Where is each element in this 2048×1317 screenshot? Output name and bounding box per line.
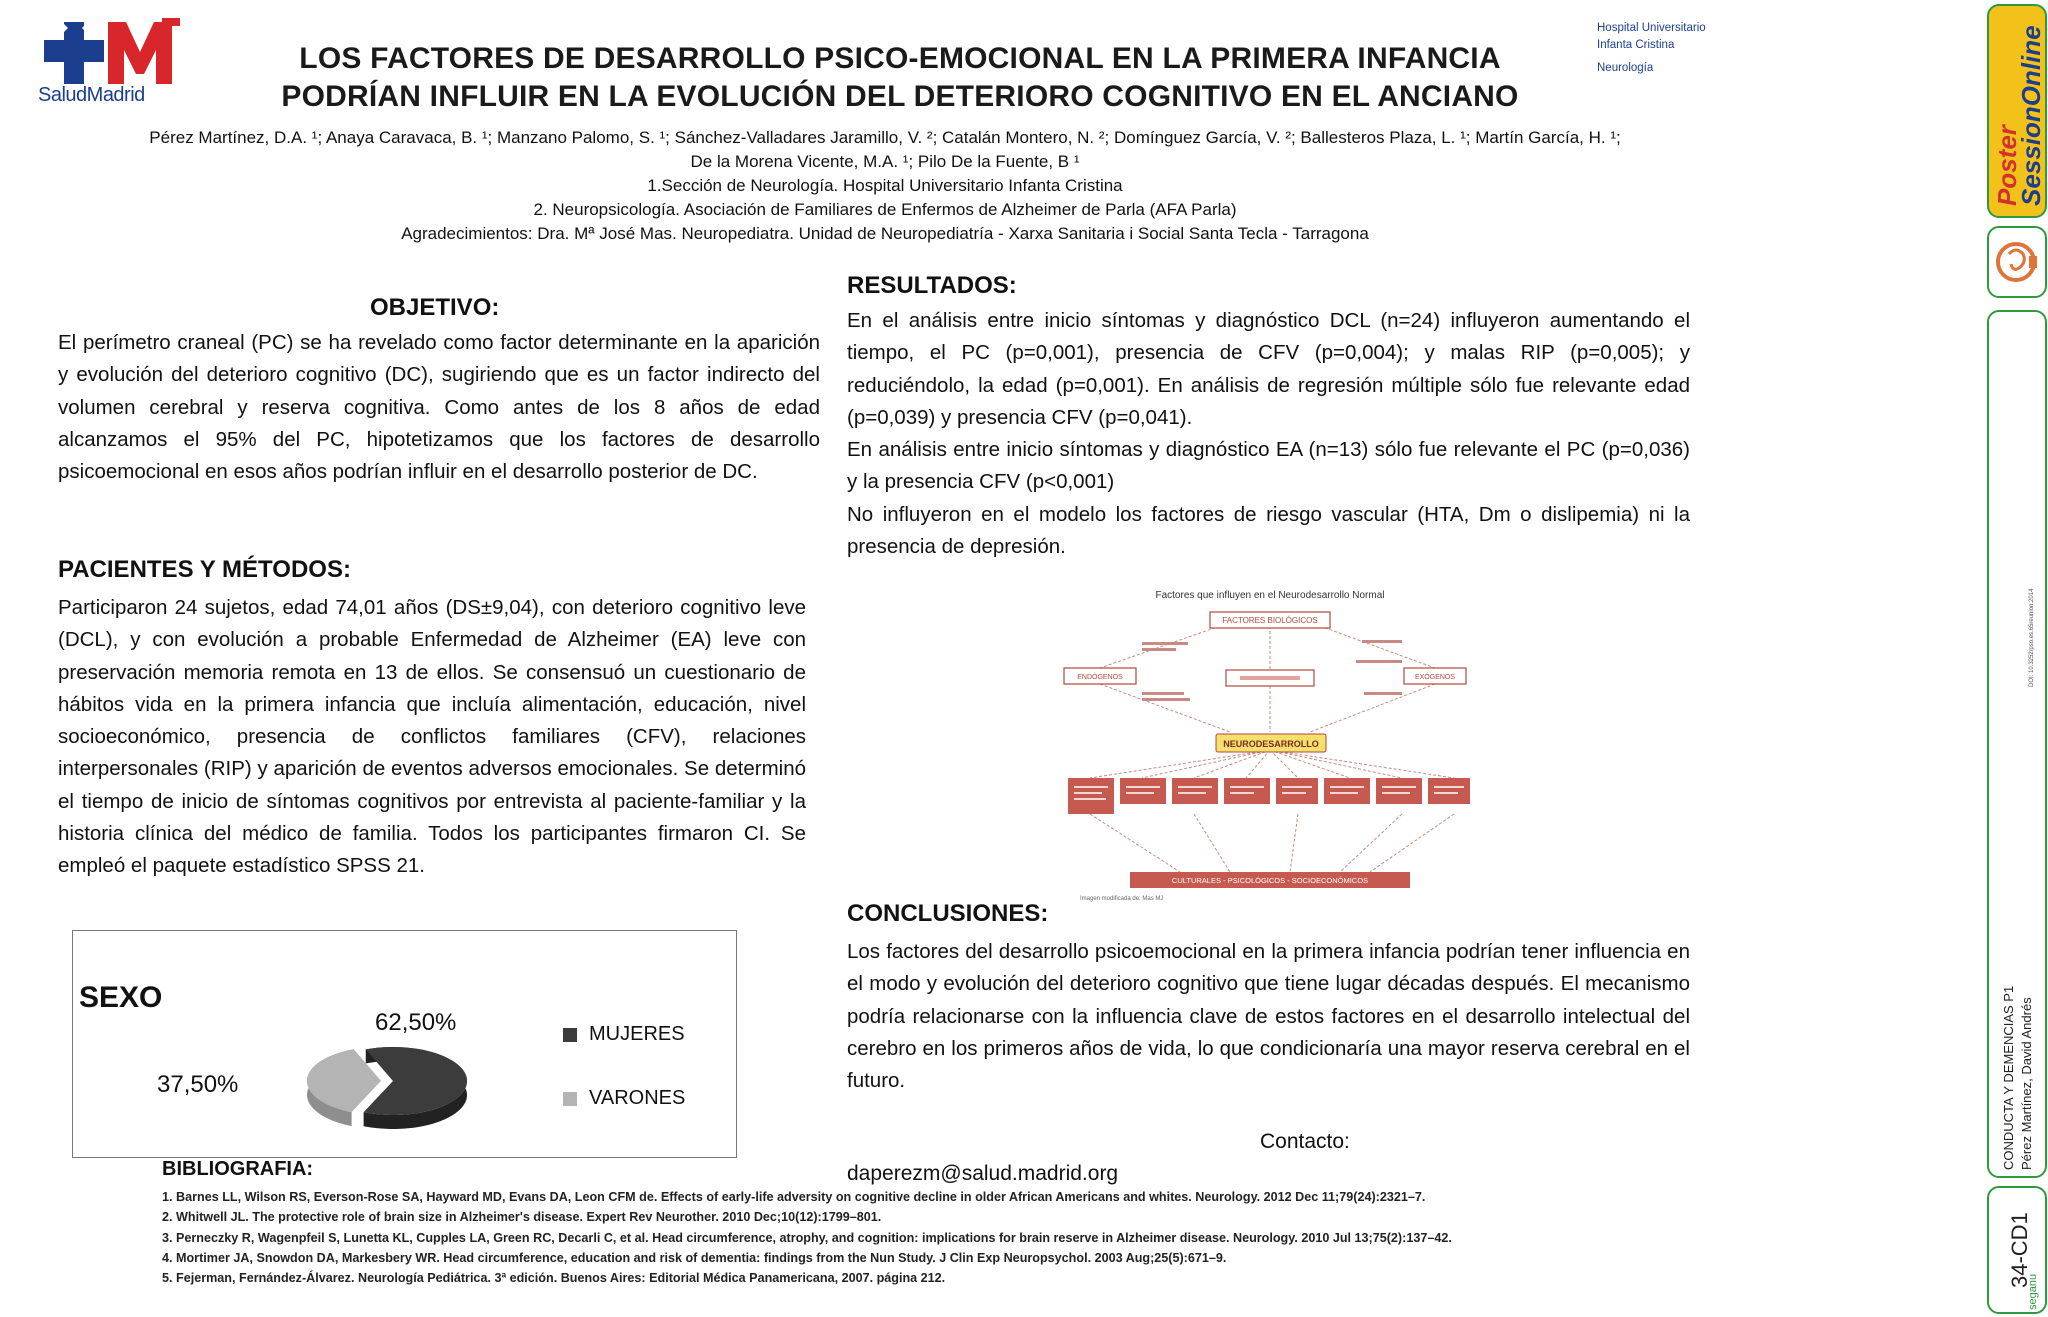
legend-label-varones: VARONES <box>589 1087 686 1109</box>
affiliation-1: 1.Sección de Neurología. Hospital Universitario Infanta Cristina <box>647 176 1123 195</box>
salud-madrid-logo <box>30 14 190 106</box>
metodos-heading: PACIENTES Y MÉTODOS: <box>58 556 351 583</box>
society-logo-icon <box>1989 228 2045 294</box>
resultados-text <box>847 305 1690 563</box>
resultados-paragraph-3: No influyeron en el modelo los factores de riesgo vascular (HTA, Dm o dislipemia) ni la presencia de depresión. <box>847 502 1690 559</box>
author-block <box>10 126 1760 246</box>
resultados-paragraph-1: En el análisis entre inicio síntomas y diagnóstico DCL (n=24) influyeron aumentando el tiempo, el PC (p=0,001), presencia de CFV (p=0,004); y malas RIP (p=0,005); y reduciéndolo, la edad (p=0,001). En análisis de regresión múltiple sólo fue relevante edad (p=0,039) y presencia CFV (p=0,041). <box>847 309 1690 429</box>
objetivo-heading: OBJETIVO: <box>370 294 500 321</box>
brand-word-2: SessionOnline <box>2016 25 2046 206</box>
diagram-text-culturales: CULTURALES - PSICOLÓGICOS - SOCIOECONÓMICOS <box>1171 876 1369 885</box>
bib-item: 3. Perneczky R, Wagenpfeil S, Lunetta KL, Cupples LA, Green RC, Decarli C, et al. Head circumference, atrophy, and cognition: implications for brain reserve in Alzheimer disease. Neurology. 2010 Jul 13;75(2):137–42. <box>162 1230 1452 1245</box>
legend-swatch-mujeres <box>563 1028 577 1042</box>
poster-title <box>190 40 1610 116</box>
doi-text: DOI: 10.3252/pso.es.65reunion.2014 <box>2029 588 2035 687</box>
authors-line-1: Pérez Martínez, D.A. ¹; Anaya Caravaca, B. ¹; Manzano Palomo, S. ¹; Sánchez-Valladares Jaramillo, V. ²; Catalán Montero, N. ²; Domínguez García, V. ²; Ballesteros Plaza, L. ¹; Martín García, H. ¹; <box>149 128 1621 147</box>
neurodesarrollo-diagram <box>1050 582 1490 910</box>
bib-item: 2. Whitwell JL. The protective role of brain size in Alzheimer's disease. Expert Rev Neurother. 2010 Dec;10(12):1799–801. <box>162 1210 882 1225</box>
contact-label: Contacto: <box>1260 1130 1350 1153</box>
resultados-paragraph-2: En análisis entre inicio síntomas y diagnóstico EA (n=13) sólo fue relevante el PC (p=0,036) y la presencia CFV (p<0,001) <box>847 438 1690 494</box>
brand-word-1: Poster <box>1992 125 2022 206</box>
legend-item-varones <box>563 1087 685 1110</box>
bibliografia-heading: BIBLIOGRAFIA: <box>162 1158 314 1180</box>
acknowledgements: Agradecimientos: Dra. Mª José Mas. Neuropediatra. Unidad de Neuropediatría - Xarxa Sanitaria i Social Santa Tecla - Tarragona <box>401 224 1369 243</box>
bib-item: 1. Barnes LL, Wilson RS, Everson-Rose SA, Hayward MD, Evans DA, Leon CFM de. Effects of early-life adversity on cognitive decline in older African Americans and whites. Neurology. 2012 Dec 11;79(24):2321–7. <box>162 1190 1426 1204</box>
conclusiones-text: Los factores del desarrollo psicoemocional en la primera infancia podrían tener influencia en el modo y evolución del deterioro cognitivo que tiene lugar décadas después. El mecanismo podría relacionarse con la influencia clave de estos factores en el desarrollo intelectual del cerebro en los primeros años de vida, lo que condicionaría una mayor reserva cerebral en el futuro. <box>847 940 1690 1093</box>
diagram-box-middle-fill <box>1240 676 1300 680</box>
legend-item-mujeres <box>563 1023 685 1046</box>
diagram-factor-boxes <box>1068 778 1470 814</box>
sexo-pie-chart <box>72 930 737 1158</box>
session-author: Pérez Martínez, David Andrés <box>2019 997 2034 1170</box>
diagram-text-neurodesarrollo: NEURODESARROLLO <box>1223 739 1319 749</box>
bibliografia-list <box>162 1187 1762 1288</box>
diagram-title: Factores que influyen en el Neurodesarrollo Normal <box>1155 590 1385 601</box>
diagram-text-exogenos: EXÓGENOS <box>1414 674 1456 681</box>
diagram-text-biologicos: FACTORES BIOLÓGICOS <box>1222 616 1318 625</box>
hospital-logo <box>1597 20 1747 77</box>
title-line-1: LOS FACTORES DE DESARROLLO PSICO-EMOCIONAL EN LA PRIMERA INFANCIA <box>299 42 1501 75</box>
session-title: CONDUCTA Y DEMENCIAS P1 <box>2001 985 2016 1170</box>
chart-title: SEXO <box>79 981 163 1014</box>
poster-code: 34-CD1 <box>2007 1212 2032 1288</box>
affiliation-2: 2. Neuropsicología. Asociación de Familiares de Enfermos de Alzheimer de Parla (AFA Parla) <box>533 200 1237 219</box>
bib-item: 5. Fejerman, Fernández-Álvarez. Neurología Pediátrica. 3ª edición. Buenos Aires: Editorial Médica Panamericana, 2007. página 212. <box>162 1271 946 1286</box>
logo-text: SaludMadrid <box>38 84 145 106</box>
poster-code-strip <box>1987 1186 2047 1314</box>
objetivo-text: El perímetro craneal (PC) se ha revelado como factor determinante en la aparición y evolución del deterioro cognitivo (DC), sugiriendo que es un factor indirecto del volumen cerebral y reserva cognitiva. Como antes de los 8 años de edad alcanzamos el 95% del PC, hipotetizamos que los factores de desarrollo psicoemocional en esos años podrían influir en el desarrollo posterior de DC. <box>58 331 820 484</box>
diagram-text-endogenos: ENDÓGENOS <box>1077 674 1123 681</box>
diagram-caption: Imagen modificada de: Mas MJ <box>1080 896 1164 902</box>
session-info-strip <box>1987 310 2047 1178</box>
hospital-line-3: Neurología <box>1597 62 1654 74</box>
conclusiones-heading: CONCLUSIONES: <box>847 900 1049 927</box>
authors-line-2: De la Morena Vicente, M.A. ¹; Pilo De la Fuente, B ¹ <box>690 152 1080 171</box>
pie-label-mujeres: 62,50% <box>375 1009 457 1036</box>
poster-session-online-badge <box>1987 4 2047 218</box>
contact-email[interactable]: daperezm@salud.madrid.org <box>847 1162 1119 1185</box>
poster-session-brand <box>1992 16 2046 206</box>
bib-item: 4. Mortimer JA, Snowdon DA, Markesbery WR. Head circumference, education and risk of dementia: findings from the Nun Study. J Clin Exp Neuropsychol. 2003 Aug;25(5):671–9. <box>162 1250 1227 1265</box>
salud-madrid-logo-icon <box>38 16 188 86</box>
resultados-heading: RESULTADOS: <box>847 272 1017 299</box>
metodos-text: Participaron 24 sujetos, edad 74,01 años (DS±9,04), con deterioro cognitivo leve (DCL), y con evolución a probable Enfermedad de Alzheimer (EA) leve con preservación memoria remota en 13 de ellos. Se consensuó un cuestionario de hábitos vida en la primera infancia que incluía alimentación, educación, nivel socioeconómico, presencia de conflictos familiares (CFV), relaciones interpersonales (RIP) y aparición de eventos adversos emocionales. Se determinó el tiempo de inicio de síntomas cognitivos por entrevista al paciente-familiar y la historia clínica del médico de familia. Todos los participantes firmaron CI. Se empleó el paquete estadístico SPSS 21. <box>58 596 806 878</box>
legend-swatch-varones <box>563 1092 577 1106</box>
society-logo <box>1987 226 2047 298</box>
title-line-2: PODRÍAN INFLUIR EN LA EVOLUCIÓN DEL DETERIORO COGNITIVO EN EL ANCIANO <box>281 80 1519 113</box>
pie-label-varones: 37,50% <box>157 1071 239 1098</box>
footer-brand: seganu <box>2027 1273 2039 1310</box>
hospital-line-1: Hospital Universitario <box>1597 22 1706 34</box>
legend-label-mujeres: MUJERES <box>589 1023 685 1045</box>
hospital-line-2: Infanta Cristina <box>1597 39 1675 51</box>
